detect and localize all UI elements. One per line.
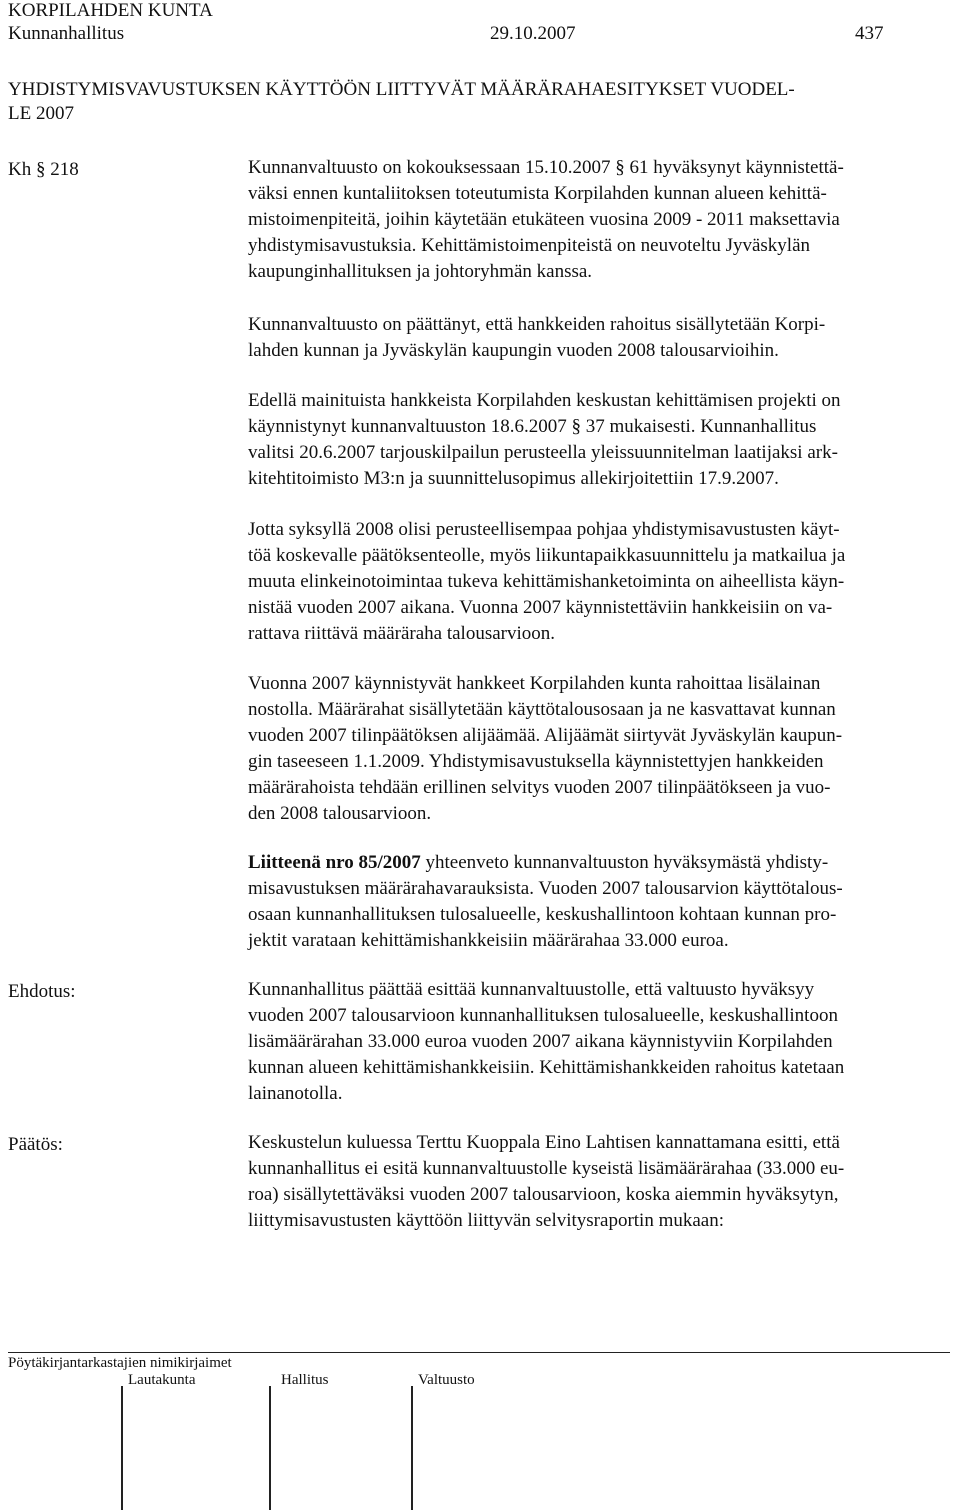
- attachment-reference: Liitteenä nro 85/2007: [248, 852, 421, 873]
- paragraph-line: roa) sisällytettäväksi vuoden 2007 talousarvioon, koska aiemmin hyväksytyn,: [248, 1184, 839, 1205]
- paragraph-line: Kunnanvaltuusto on kokouksessaan 15.10.2007 § 61 hyväksynyt käynnistettä-: [248, 157, 844, 178]
- paragraph-line: den 2008 talousarvioon.: [248, 803, 432, 824]
- paragraph-line: Kunnanhallitus päättää esittää kunnanvaltuustolle, että valtuusto hyväksyy: [248, 979, 815, 1000]
- paragraph-line: Kunnanvaltuusto on päättänyt, että hankkeiden rahoitus sisällytetään Korpi-: [248, 314, 826, 335]
- paragraph-line: nistää vuoden 2007 aikana. Vuonna 2007 käynnistettäviin hankkeisiin on va-: [248, 597, 833, 618]
- paragraph-line: nostolla. Määrärahat sisällytetään käyttötalousosaan ja ne kasvattavat kunnan: [248, 699, 836, 720]
- footer-label-hallitus: Hallitus: [281, 1372, 329, 1388]
- paragraph-line: väksi ennen kuntaliitoksen toteutumista Korpilahden kunnan alueen kehittä-: [248, 183, 827, 204]
- signature-divider: [269, 1386, 271, 1510]
- footer-label-lautakunta: Lautakunta: [128, 1372, 196, 1388]
- paragraph-line: kunnan alueen kehittämishankkeisiin. Kehittämishankkeiden rahoitus katetaan: [248, 1057, 845, 1078]
- document-title-line-2: LE 2007: [8, 103, 74, 124]
- municipality-name: KORPILAHDEN KUNTA: [8, 0, 213, 21]
- paragraph-line: osaan kunnanhallituksen tulosalueelle, keskushallintoon kohtaan kunnan pro-: [248, 904, 837, 925]
- paragraph-line: lahden kunnan ja Jyväskylän kaupungin vuoden 2008 talousarvioihin.: [248, 340, 779, 361]
- paragraph-4: [248, 517, 948, 647]
- proposal-paragraph: [248, 977, 948, 1107]
- paragraph-line: kitehtitoimisto M3:n ja suunnittelusopimus allekirjoitettiin 17.9.2007.: [248, 468, 779, 489]
- document-title-line-1: YHDISTYMISVAVUSTUKSEN KÄYTTÖÖN LIITTYVÄT MÄÄRÄRAHAESITYKSET VUODEL-: [8, 79, 795, 100]
- paragraph-line: gin taseeseen 1.1.2009. Yhdistymisavustuksella käynnistettyjen hankkeiden: [248, 751, 824, 772]
- signature-divider: [121, 1386, 123, 1510]
- paragraph-line: Vuonna 2007 käynnistyvät hankkeet Korpilahden kunta rahoittaa lisälainan: [248, 673, 821, 694]
- header-body: Kunnanhallitus: [8, 23, 125, 44]
- paragraph-line: misavustuksen määrärahavarauksista. Vuoden 2007 talousarvion käyttötalous-: [248, 878, 843, 899]
- paragraph-line: töä koskevalle päätöksenteolle, myös liikuntapaikkasuunnittelu ja matkailua ja: [248, 545, 846, 566]
- proposal-label: Ehdotus:: [8, 981, 76, 1002]
- footer-rule: [8, 1352, 950, 1353]
- paragraph-line: yhdistymisavustuksia. Kehittämistoimenpiteistä on neuvoteltu Jyväskylän: [248, 235, 811, 256]
- paragraph-line: vuoden 2007 tilinpäätöksen alijäämää. Alijäämät siirtyvät Jyväskylän kaupun-: [248, 725, 843, 746]
- paragraph-line: lisämäärärahan 33.000 euroa vuoden 2007 aikana käynnistyviin Korpilahden: [248, 1031, 833, 1052]
- paragraph-line: [248, 850, 948, 876]
- paragraph-line: määrärahoista tehdään erillinen selvitys vuoden 2007 tilinpäätökseen ja vuo-: [248, 777, 831, 798]
- paragraph-line: valitsi 20.6.2007 tarjouskilpailun perusteella yleissuunnitelman laatijaksi ark-: [248, 442, 838, 463]
- header-date: 29.10.2007: [490, 23, 576, 44]
- attachment-line-rest: yhteenveto kunnanvaltuuston hyväksymästä yhdisty-: [420, 852, 829, 873]
- decision-label: Päätös:: [8, 1134, 63, 1155]
- paragraph-line: kunnanhallitus ei esitä kunnanvaltuustolle kyseistä lisämäärärahaa (33.000 eu-: [248, 1158, 845, 1179]
- paragraph-line: Edellä mainituista hankkeista Korpilahden keskustan kehittämisen projekti on: [248, 390, 841, 411]
- paragraph-line: muuta elinkeinotoimintaa tukeva kehittämishanketoiminta on aiheellista käyn-: [248, 571, 845, 592]
- footer-label-valtuusto: Valtuusto: [418, 1372, 475, 1388]
- paragraph-3: [248, 388, 948, 492]
- attachment-paragraph: [248, 850, 948, 954]
- paragraph-2: [248, 312, 948, 364]
- decision-paragraph: [248, 1130, 948, 1234]
- page-number: 437: [855, 23, 884, 44]
- paragraph-line: liittymisavustusten käyttöön liittyvän selvitysraportin mukaan:: [248, 1210, 725, 1231]
- paragraph-line: vuoden 2007 talousarvioon kunnanhallituksen tulosalueelle, keskushallintoon: [248, 1005, 838, 1026]
- paragraph-line: Jotta syksyllä 2008 olisi perusteellisempaa pohjaa yhdistymisavustusten käyt-: [248, 519, 840, 540]
- paragraph-line: lainanotolla.: [248, 1083, 343, 1104]
- paragraph-line: rattava riittävä määräraha talousarvioon.: [248, 623, 556, 644]
- paragraph-line: Keskustelun kuluessa Terttu Kuoppala Eino Lahtisen kannattamana esitti, että: [248, 1132, 840, 1153]
- paragraph-line: käynnistynyt kunnanvaltuuston 18.6.2007 § 37 mukaisesti. Kunnanhallitus: [248, 416, 817, 437]
- footer-title: Pöytäkirjantarkastajien nimikirjaimet: [8, 1355, 232, 1371]
- section-reference: Kh § 218: [8, 159, 79, 180]
- paragraph-line: mistoimenpiteitä, joihin käytetään etukäteen vuosina 2009 - 2011 maksettavia: [248, 209, 840, 230]
- paragraph-line: kaupunginhallituksen ja johtoryhmän kanssa.: [248, 261, 593, 282]
- paragraph-5: [248, 671, 948, 827]
- paragraph-1: [248, 155, 948, 285]
- paragraph-line: jektit varataan kehittämishankkeisiin määrärahaa 33.000 euroa.: [248, 930, 729, 951]
- signature-divider: [411, 1386, 413, 1510]
